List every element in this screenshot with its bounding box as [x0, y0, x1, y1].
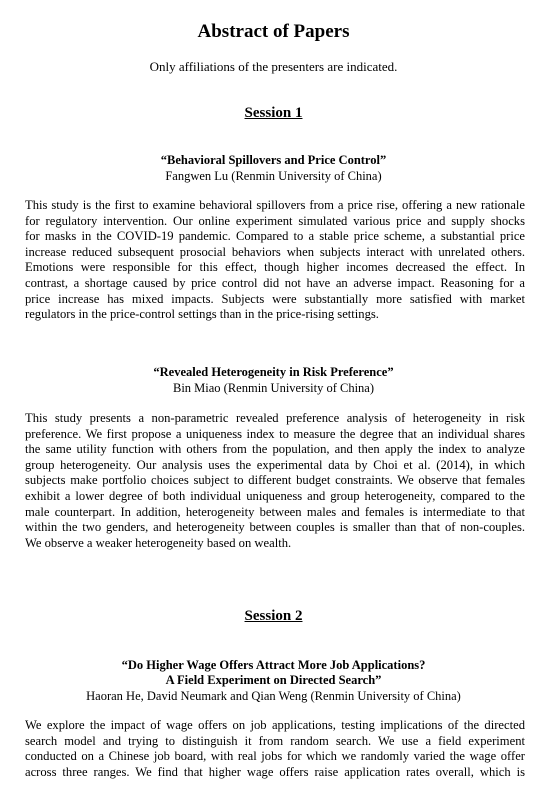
document-subtitle: Only affiliations of the presenters are indicated.: [149, 59, 398, 74]
abstract-line: male counterpart. In addition, heterogeneity between males and females is intermediate to that: [25, 504, 525, 519]
abstract-line: group heterogeneity. Our analysis uses the experimental data by Choi et al. (2014), in which: [25, 457, 525, 472]
paper-title: “Revealed Heterogeneity in Risk Preference”: [153, 365, 394, 379]
session-heading: [0, 104, 547, 123]
document-title: Abstract of Papers: [197, 21, 350, 42]
paper-authors: Bin Miao (Renmin University of China): [172, 381, 375, 395]
paper-title-line-1: “Do Higher Wage Offers Attract More Job Applications?: [121, 658, 426, 672]
session-label: Session 2: [244, 608, 303, 624]
paper-authors: Haoran He, David Neumark and Qian Weng (Renmin University of China): [86, 689, 461, 703]
abstract-line: for masks in the COVID-19 pandemic. Compared to a stable price scheme, a substantial price: [25, 229, 525, 244]
paper-authors: Fangwen Lu (Renmin University of China): [165, 169, 382, 183]
abstract-line: within the two genders, and heterogeneity between couples is smaller than that of non-couples.: [25, 520, 525, 535]
abstract-line: subjects make portfolio choices subject to different budget constraints. We observe that females: [25, 473, 525, 488]
abstract-line: conducted on a Chinese job board, with real jobs for which we randomly varied the wage offer: [25, 749, 525, 764]
abstract-line: regulators in the price-control settings than in the price-rising settings.: [25, 307, 379, 322]
abstract-line: preference. We first propose a uniqueness index to measure the degree that an individual shares: [25, 426, 525, 441]
abstract-line: exhibit a lower degree of both individual uniqueness and group heterogeneity, compared to the: [25, 488, 525, 503]
paper-abstract: [25, 718, 525, 780]
abstract-line: contrast, a shortage caused by price control did not have an adverse impact. Reasoning for a: [25, 275, 525, 290]
paper-title-line-2: A Field Experiment on Directed Search”: [165, 673, 382, 687]
abstract-line: This study presents a non-parametric revealed preference analysis of heterogeneity in risk: [25, 411, 525, 425]
session-heading: [0, 607, 547, 626]
abstract-line: We observe a weaker heterogeneity based on wealth.: [25, 535, 292, 550]
abstract-line: across three ranges. We find that higher wage offers raise application rates overall, which is: [25, 764, 525, 779]
paper-title: “Behavioral Spillovers and Price Control”: [160, 153, 387, 167]
abstract-line: price increase has mixed impacts. Subjects were substantially more satisfied with market: [25, 291, 525, 306]
abstract-line: We explore the impact of wage offers on job applications, testing implications of the directed: [25, 718, 525, 732]
abstract-line: the same utility function with others from the population, and then apply the index to analyze: [25, 442, 525, 457]
abstract-line: This study is the first to examine behavioral spillovers from a price rise, offering a new rationale: [25, 198, 525, 212]
session-label: Session 1: [244, 105, 303, 121]
abstract-line: for regulatory intervention. Our online experiment simulated various price and supply shocks: [25, 213, 525, 228]
abstract-line: search model and trying to distinguish it from random search. We use a field experiment: [25, 733, 525, 748]
paper-abstract: [25, 198, 525, 323]
abstract-line: increase reduced subsequent prosocial behaviors when subjects interact with unrelated others.: [25, 244, 525, 259]
abstract-line: Emotions were responsible for this effect, though higher incomes decreased the effect. In: [25, 260, 525, 275]
paper-abstract: [25, 411, 525, 551]
